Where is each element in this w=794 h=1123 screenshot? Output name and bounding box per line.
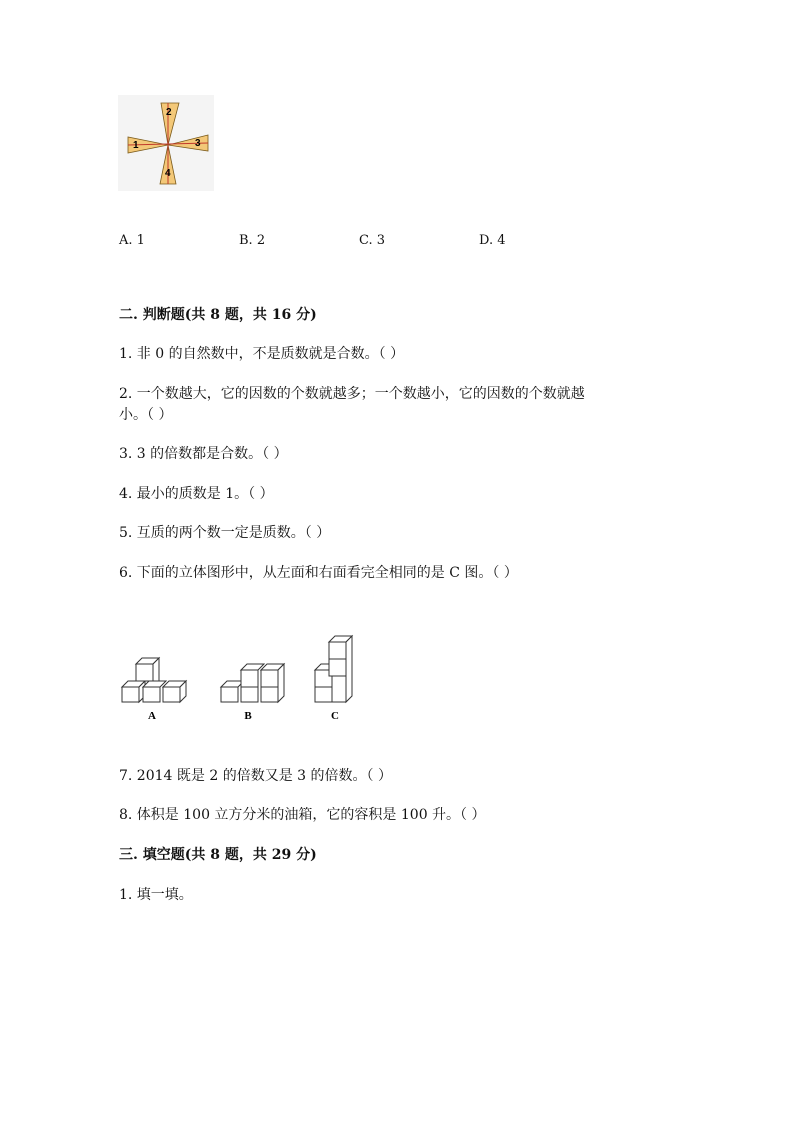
cube-figures xyxy=(115,632,365,727)
section3-title: 三. 填空题(共 8 题，共 29 分) xyxy=(119,847,317,863)
fill-item-1: 1. 填一填。 xyxy=(119,887,193,903)
pinwheel-label-4: 4 xyxy=(165,168,171,179)
pinwheel-figure xyxy=(118,95,214,191)
cube-figure-a xyxy=(122,658,186,702)
pinwheel-label-3: 3 xyxy=(195,138,201,149)
judge-item-5: 5. 互质的两个数一定是质数。（ ） xyxy=(119,525,331,541)
cube-label-b: B xyxy=(244,710,252,722)
judge-item-1: 1. 非 0 的自然数中，不是质数就是合数。（ ） xyxy=(119,346,405,362)
judge-item-7: 7. 2014 既是 2 的倍数又是 3 的倍数。（ ） xyxy=(119,768,392,784)
option-d: D. 4 xyxy=(479,233,506,248)
judge-item-2-cont: 小。（ ） xyxy=(119,407,173,423)
cube-figure-b xyxy=(221,664,284,702)
pinwheel-label-2: 2 xyxy=(166,107,172,118)
judge-item-4: 4. 最小的质数是 1。（ ） xyxy=(119,486,274,502)
cube-label-c: C xyxy=(331,710,339,722)
option-c: C. 3 xyxy=(359,233,386,248)
section2-title: 二. 判断题(共 8 题，共 16 分) xyxy=(119,307,317,323)
judge-item-2: 2. 一个数越大，它的因数的个数就越多；一个数越小，它的因数的个数就越 xyxy=(119,386,585,402)
cube-label-a: A xyxy=(148,710,156,722)
judge-item-6: 6. 下面的立体图形中，从左面和右面看完全相同的是 C 图。（ ） xyxy=(119,565,518,581)
pinwheel-label-1: 1 xyxy=(133,140,139,151)
option-b: B. 2 xyxy=(239,233,266,248)
judge-item-8: 8. 体积是 100 立方分米的油箱，它的容积是 100 升。（ ） xyxy=(119,807,486,823)
judge-item-3: 3. 3 的倍数都是合数。（ ） xyxy=(119,446,288,462)
cube-figure-c xyxy=(315,636,352,702)
option-a: A. 1 xyxy=(119,233,145,248)
